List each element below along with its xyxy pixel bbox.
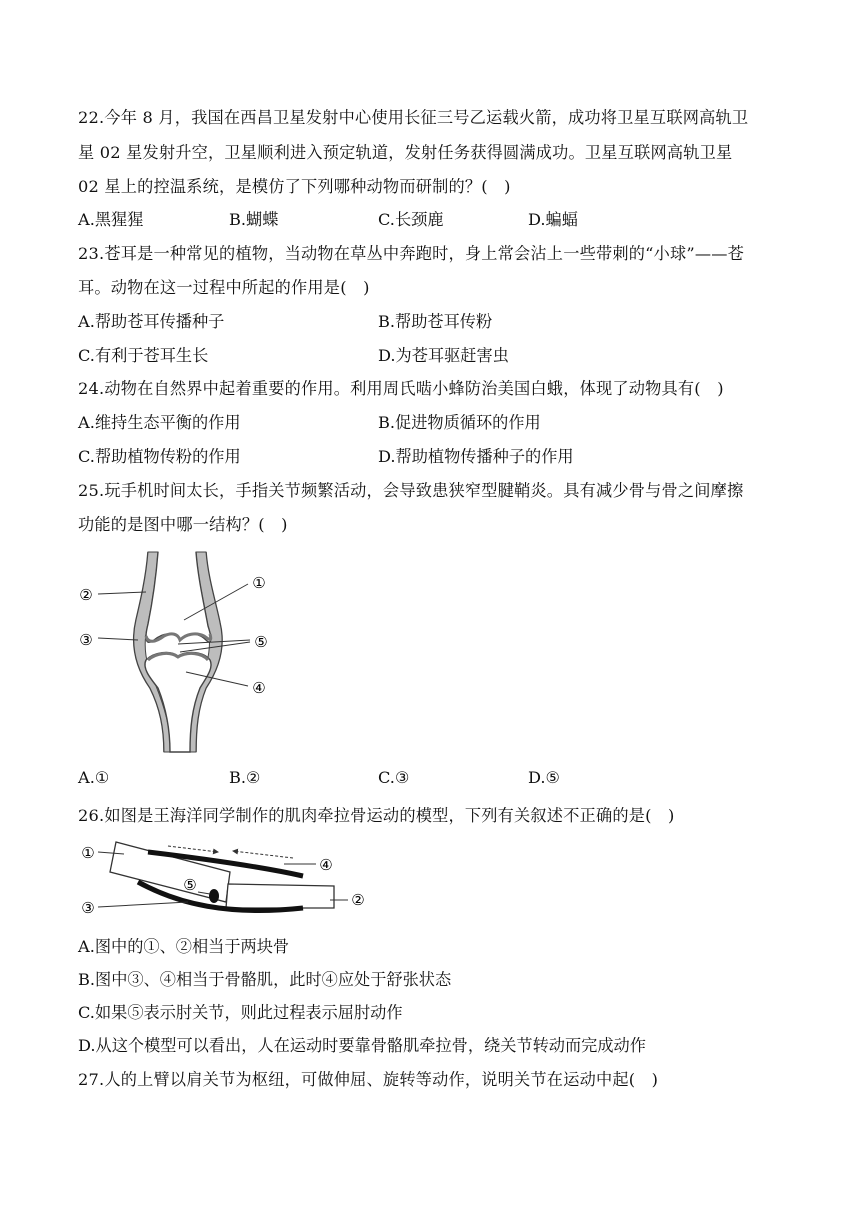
q22-option-b: B.蝴蝶 [229, 210, 279, 229]
q23-option-a: A.帮助苍耳传播种子 [78, 312, 225, 331]
knee-joint-figure [78, 548, 278, 753]
q25-option-c: C.③ [378, 768, 410, 787]
muscle-model-figure [78, 836, 378, 916]
q26-line-1: 26.如图是王海洋同学制作的肌肉牵拉骨运动的模型，下列有关叙述不正确的是( ) [78, 806, 675, 825]
q24-option-b: B.促进物质循环的作用 [378, 413, 541, 432]
q23-option-c: C.有利于苍耳生长 [78, 346, 209, 365]
q22-option-a: A.黑猩猩 [78, 210, 144, 229]
q24-line-1: 24.动物在自然界中起着重要的作用。利用周氏啮小蜂防治美国白蛾，体现了动物具有( ) [78, 379, 724, 398]
q24-option-a: A.维持生态平衡的作用 [78, 413, 241, 432]
knee-label-4: ④ [252, 679, 266, 697]
q26-option-a: A.图中的①、②相当于两块骨 [78, 937, 290, 956]
q22-line-1: 22.今年 8 月，我国在西昌卫星发射中心使用长征三号乙运载火箭，成功将卫星互联网高轨卫 [78, 108, 749, 127]
model-label-3: ③ [81, 899, 95, 916]
q22-line-3: 02 星上的控温系统，是模仿了下列哪种动物而研制的？( ) [78, 177, 511, 196]
q22-line-2: 星 02 星发射升空，卫星顺利进入预定轨道，发射任务获得圆满成功。卫星互联网高轨卫星 [78, 143, 733, 162]
q25-line-2: 功能的是图中哪一结构？( ) [78, 515, 288, 534]
model-label-1: ① [81, 844, 95, 862]
q24-option-c: C.帮助植物传粉的作用 [78, 447, 241, 466]
knee-label-2: ② [79, 586, 93, 604]
q26-option-d: D.从这个模型可以看出，人在运动时要靠骨骼肌牵拉骨，绕关节转动而完成动作 [78, 1036, 646, 1055]
q23-option-b: B.帮助苍耳传粉 [378, 312, 493, 331]
q23-line-2: 耳。动物在这一过程中所起的作用是( ) [78, 278, 370, 297]
knee-label-5: ⑤ [254, 633, 268, 651]
q25-option-a: A.① [78, 768, 110, 787]
q27-line-1: 27.人的上臂以肩关节为枢纽，可做伸屈、旋转等动作，说明关节在运动中起( ) [78, 1070, 659, 1089]
knee-label-1: ① [252, 574, 266, 592]
q22-option-c: C.长颈鹿 [378, 210, 444, 229]
q24-option-d: D.帮助植物传播种子的作用 [378, 447, 574, 466]
model-label-5: ⑤ [183, 876, 197, 894]
q25-line-1: 25.玩手机时间太长，手指关节频繁活动，会导致患狭窄型腱鞘炎。具有减少骨与骨之间摩擦 [78, 481, 744, 500]
q23-line-1: 23.苍耳是一种常见的植物，当动物在草丛中奔跑时，身上常会沾上一些带刺的“小球”——苍 [78, 244, 745, 263]
model-label-4: ④ [319, 856, 333, 874]
knee-label-3: ③ [79, 631, 93, 649]
q26-option-c: C.如果⑤表示肘关节，则此过程表示屈肘动作 [78, 1003, 403, 1022]
q23-option-d: D.为苍耳驱赶害虫 [378, 346, 509, 365]
q22-option-d: D.蝙蝠 [528, 210, 578, 229]
q25-option-b: B.② [229, 768, 261, 787]
model-label-2: ② [351, 891, 365, 909]
q25-option-d: D.⑤ [528, 768, 561, 787]
q26-option-b: B.图中③、④相当于骨骼肌，此时④应处于舒张状态 [78, 970, 452, 989]
